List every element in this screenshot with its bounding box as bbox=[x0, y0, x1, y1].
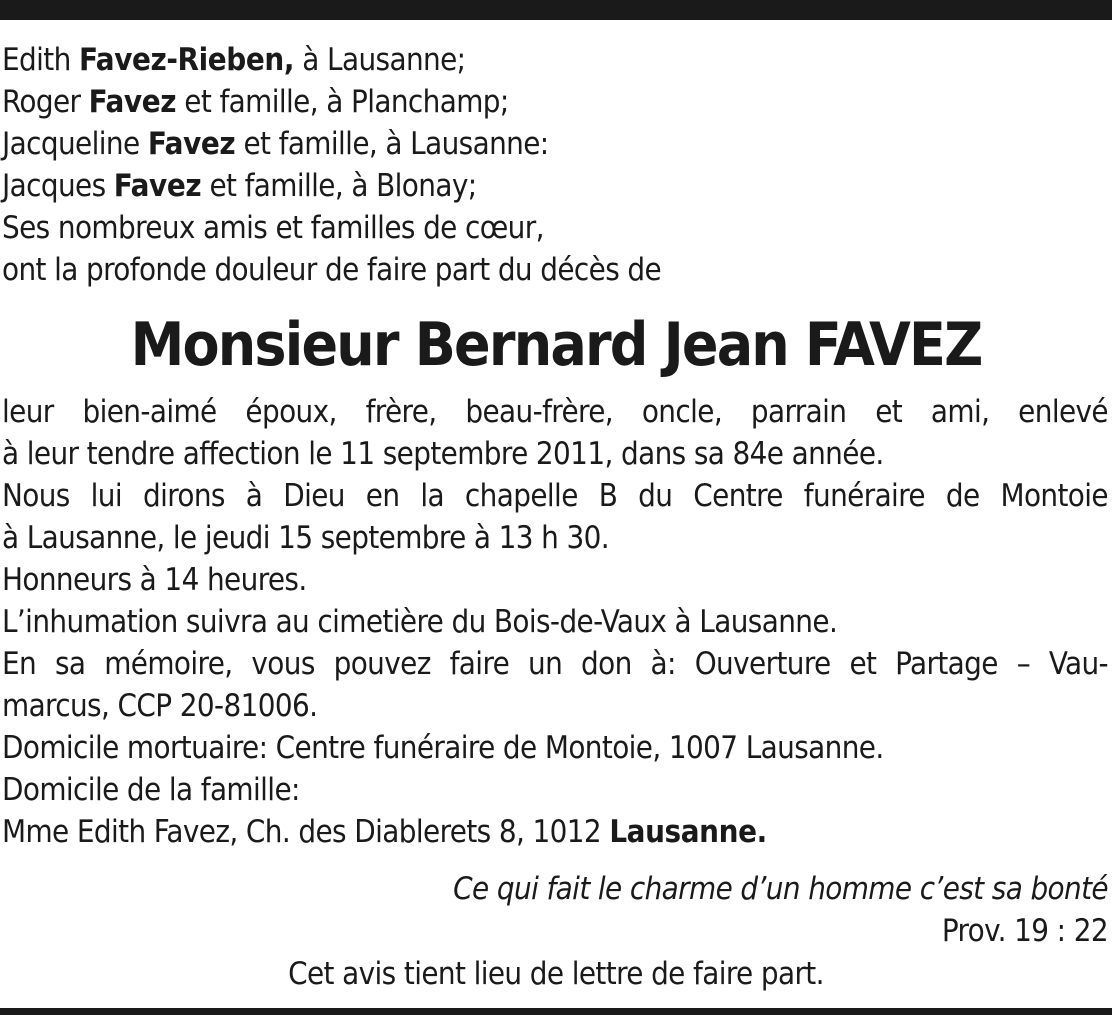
family-surname-2: Favez bbox=[88, 84, 177, 120]
body-line-7: En sa mémoire, vous pouvez faire un don à: Ouverture et Partage – Vau- bbox=[2, 646, 1108, 682]
top-rule bbox=[0, 0, 1112, 20]
body-line-5: Honneurs à 14 heures. bbox=[2, 562, 307, 598]
family-surname-1: Favez-Rieben, bbox=[78, 42, 295, 78]
footer-note: Cet avis tient lieu de lettre de faire part. bbox=[288, 956, 824, 992]
quote-reference: Prov. 19 : 22 bbox=[941, 913, 1108, 949]
family-surname-4: Favez bbox=[113, 168, 202, 204]
address-line: Mme Edith Favez, Ch. des Diablerets 8, 1012 Lausanne. bbox=[2, 814, 767, 850]
body-line-9: Domicile mortuaire: Centre funéraire de Montoie, 1007 Lausanne. bbox=[2, 730, 884, 766]
body-line-10: Domicile de la famille: bbox=[2, 772, 300, 808]
body-line-4: à Lausanne, le jeudi 15 septembre à 13 h 30. bbox=[2, 520, 610, 556]
address-city: Lausanne. bbox=[609, 814, 767, 850]
family-line-2: Roger Favez et famille, à Planchamp; bbox=[2, 84, 509, 120]
body-line-8: marcus, CCP 20-81006. bbox=[2, 688, 318, 724]
family-line-4: Jacques Favez et famille, à Blonay; bbox=[2, 168, 477, 204]
family-line-3: Jacqueline Favez et famille, à Lausanne: bbox=[2, 126, 549, 162]
body-line-1: leur bien-aimé époux, frère, beau-frère, oncle, parrain et ami, enlevé bbox=[2, 394, 1108, 430]
body-line-6: L’inhumation suivra au cimetière du Bois-de-Vaux à Lausanne. bbox=[2, 604, 838, 640]
bottom-rule bbox=[0, 1008, 1112, 1015]
announce-line: ont la profonde douleur de faire part du décès de bbox=[2, 252, 662, 288]
family-surname-3: Favez bbox=[147, 126, 236, 162]
quote: Ce qui fait le charme d’un homme c’est sa bonté bbox=[453, 871, 1108, 907]
friends-line: Ses nombreux amis et familles de cœur, bbox=[2, 210, 544, 246]
body-line-3: Nous lui dirons à Dieu en la chapelle B du Centre funéraire de Montoie bbox=[2, 478, 1108, 514]
family-line-1: Edith Favez-Rieben, à Lausanne; bbox=[2, 42, 466, 78]
deceased-name: Monsieur Bernard Jean FAVEZ bbox=[130, 310, 982, 380]
body-line-2: à leur tendre affection le 11 septembre 2011, dans sa 84e année. bbox=[2, 436, 884, 472]
